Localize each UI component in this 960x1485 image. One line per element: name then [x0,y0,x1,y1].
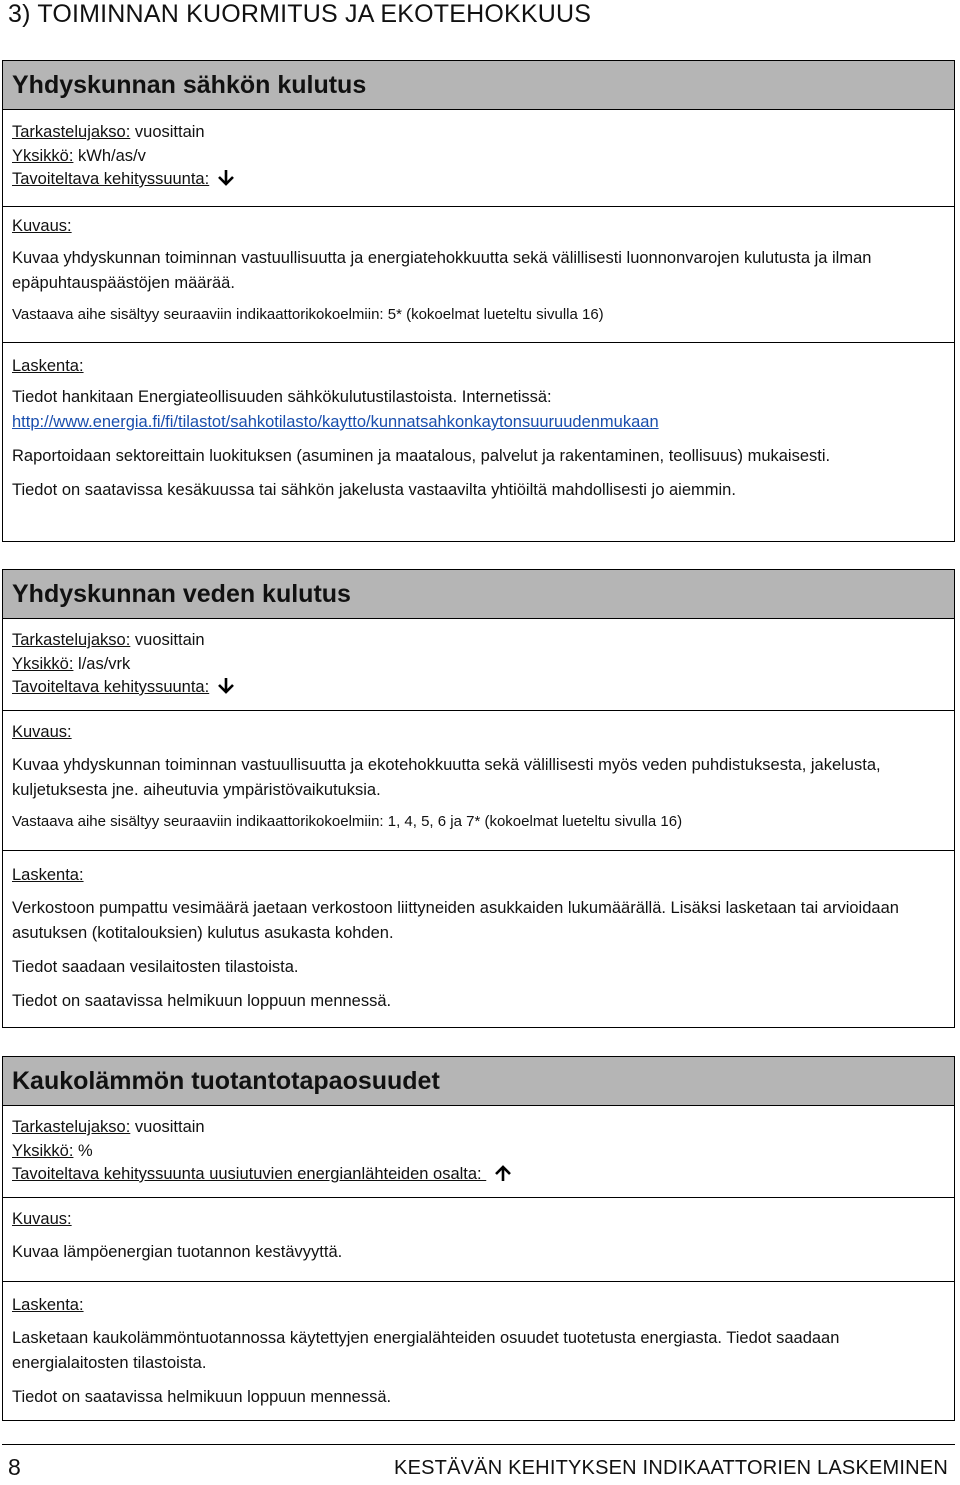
card-title: Yhdyskunnan veden kulutus [3,570,954,619]
energia-link[interactable]: http://www.energia.fi/fi/tilastot/sahkotilasto/kaytto/kunnatsahkonkaytonsuuruudenmukaan [12,413,659,431]
indicator-card-water [2,569,955,1028]
description-label: Kuvaus: [12,723,72,741]
calculation-text: Tiedot on saatavissa helmikuun loppuun mennessä. [12,992,392,1010]
unit-value: % [73,1141,93,1160]
calculation-section [3,343,954,503]
indicator-card-district-heating [2,1056,955,1421]
unit-label: Yksikkö: [12,654,74,673]
description-section [3,1198,954,1282]
indicator-card-electricity [2,60,955,542]
page-title: 3) TOIMINNAN KUORMITUS JA EKOTEHOKKUUS [8,0,592,28]
period-label: Tarkastelujakso: [12,631,131,649]
description-text: Kuvaa lämpöenergian tuotannon kestävyyttä. [12,1243,343,1261]
meta-section [3,619,954,711]
calculation-text: Verkostoon pumpattu vesimäärä jaetaan verkostoon liittyneiden asukkaiden lukumäärällä. Lisäksi lasketaan tai arvioidaan asutuksen (kotitalouksien) kulutus asukasta kohden. [12,899,899,942]
description-label: Kuvaus: [12,217,72,235]
unit-value: l/as/vrk [73,654,131,673]
footer-title: KESTÄVÄN KEHITYKSEN INDIKAATTORIEN LASKEMINEN [394,1457,948,1479]
calculation-text: Lasketaan kaukolämmöntuotannossa käytettyjen energialähteiden osuudet tuotetusta energiasta. Tiedot saadaan energialaitosten tilastoista. [12,1329,840,1372]
page-number: 8 [8,1454,21,1480]
period-value: vuosittain [130,123,205,141]
calculation-text: Raportoidaan sektoreittain luokituksen (asuminen ja maatalous, palvelut ja rakentaminen, teollisuus) mukaisesti. [12,447,831,465]
calculation-text: Tiedot hankitaan Energiateollisuuden sähkökulutustilastoista. Internetissä: [12,388,552,406]
description-label: Kuvaus: [12,1210,72,1228]
calculation-link-line [12,410,945,435]
trend-label: Tavoiteltava kehityssuunta: [12,170,210,188]
calculation-section [3,1282,954,1410]
calculation-label: Laskenta: [12,866,84,884]
meta-section [3,110,954,207]
calculation-section [3,851,954,1014]
period-value: vuosittain [130,1118,205,1136]
description-note: Vastaava aihe sisältyy seuraaviin indikaattorikokoelmiin: 5* (kokoelmat lueteltu sivulla 16) [12,306,604,323]
arrow-up-icon [494,1164,512,1182]
description-section [3,711,954,851]
card-title: Yhdyskunnan sähkön kulutus [3,61,954,110]
trend-label: Tavoiteltava kehityssuunta uusiutuvien energianlähteiden osalta: [12,1165,487,1183]
footer-divider [2,1444,955,1445]
card-title: Kaukolämmön tuotantotapaosuudet [3,1057,954,1106]
trend-label: Tavoiteltava kehityssuunta: [12,678,210,696]
calculation-text: Tiedot on saatavissa helmikuun loppuun mennessä. [12,1388,392,1406]
unit-label: Yksikkö: [12,146,74,165]
arrow-down-icon [217,169,235,187]
arrow-down-icon [217,677,235,695]
description-text: Kuvaa yhdyskunnan toiminnan vastuullisuutta ja energiatehokkuutta sekä välillisesti luonnonvarojen kulutusta ja ilman epäpuhtauspäästöjen määrää. [12,249,872,292]
calculation-label: Laskenta: [12,1296,84,1314]
period-label: Tarkastelujakso: [12,1118,131,1136]
description-note: Vastaava aihe sisältyy seuraaviin indikaattorikokoelmiin: 1, 4, 5, 6 ja 7* (kokoelmat lueteltu sivulla 16) [12,813,683,830]
calculation-text: Tiedot saadaan vesilaitosten tilastoista. [12,958,299,976]
calculation-text: Tiedot on saatavissa kesäkuussa tai sähkön jakelusta vastaavilta yhtiöiltä mahdollisesti jo aiemmin. [12,481,736,499]
unit-value: kWh/as/v [73,146,146,165]
calculation-label: Laskenta: [12,357,84,375]
meta-section [3,1106,954,1198]
unit-label: Yksikkö: [12,1141,74,1160]
period-label: Tarkastelujakso: [12,123,131,141]
description-section [3,207,954,343]
description-text: Kuvaa yhdyskunnan toiminnan vastuullisuutta ja ekotehokkuutta sekä välillisesti myös veden puhdistuksesta, jakelusta, kuljetuksesta jne. aiheutuvia ympäristövaikutuksia. [12,756,881,799]
period-value: vuosittain [130,631,205,649]
